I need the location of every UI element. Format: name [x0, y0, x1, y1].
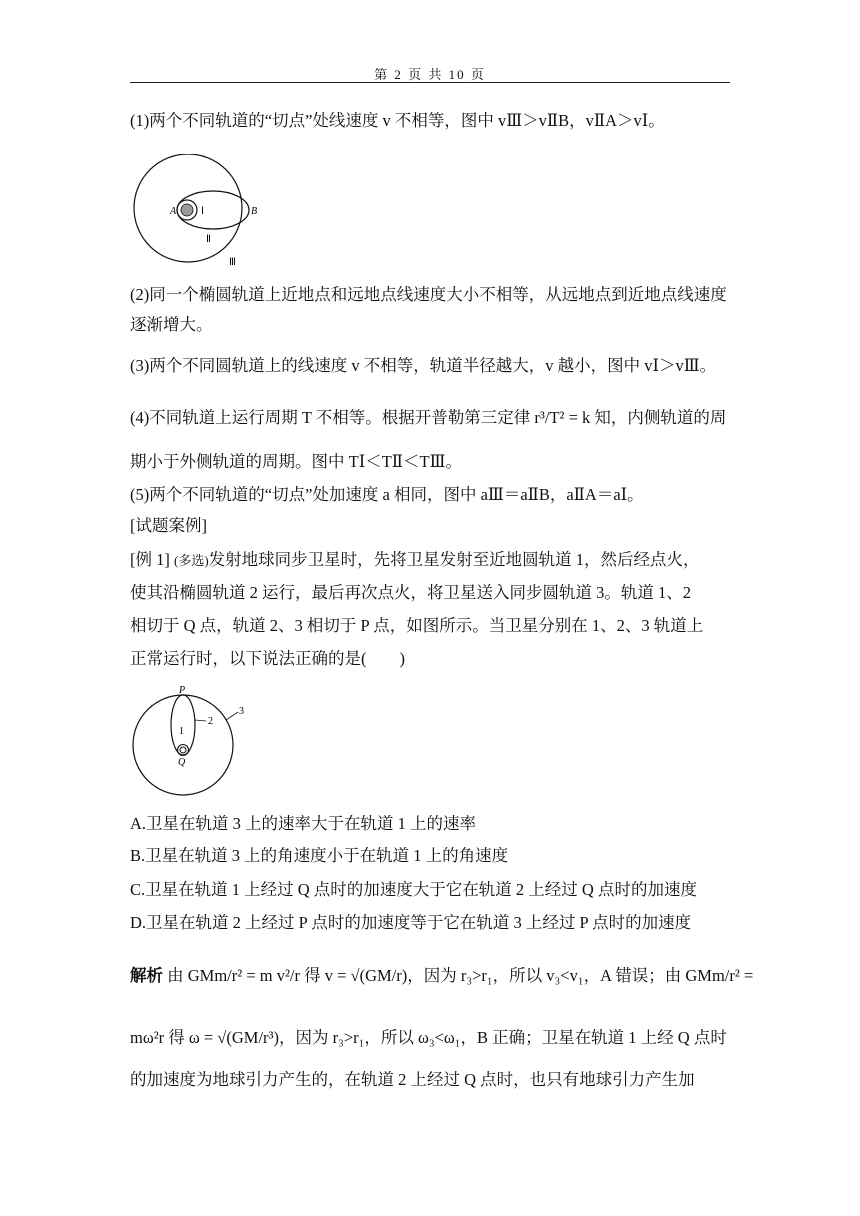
option-c: C.卫星在轨道 1 上经过 Q 点时的加速度大于它在轨道 2 上经过 Q 点时的加速度	[130, 880, 697, 899]
analysis-text-1: 由 GMm/r² = m v²/r 得 v = √(GM/r)，因为 r₃>r₁，所以 v₃<v₁，A 错误；由 GMm/r² =	[167, 966, 754, 985]
orbit-figure-1	[128, 154, 258, 268]
label-A: A	[170, 206, 177, 217]
point-3: (3)两个不同圆轨道上的线速度 v 不相等，轨道半径越大，v 越小，图中 vⅠ＞vⅢ。	[130, 356, 717, 375]
point-2: (2)同一个椭圆轨道上近地点和远地点线速度大小不相等，从远地点到近地点线速度逐渐增大。	[130, 285, 727, 334]
example-qualifier: (多选)	[174, 553, 209, 568]
point-5: (5)两个不同轨道的“切点”处加速度 a 相同，图中 aⅢ＝aⅡB，aⅡA＝aⅠ。	[130, 485, 644, 504]
option-b: B.卫星在轨道 3 上的角速度小于在轨道 1 上的角速度	[130, 846, 509, 865]
analysis-line-2: mω²r 得 ω = √(GM/r³)，因为 r₃>r₁，所以 ω₃<ω₁，B 正确；卫星在轨道 1 上经 Q 点时	[130, 1028, 727, 1047]
analysis-line-3: 的加速度为地球引力产生的，在轨道 2 上经过 Q 点时，也只有地球引力产生加	[130, 1070, 695, 1089]
example-line-2: 使其沿椭圆轨道 2 运行，最后再次点火，将卫星送入同步圆轨道 3。轨道 1、2	[130, 583, 691, 602]
example-text-1: 发射地球同步卫星时，先将卫星发射至近地圆轨道 1，然后经点火，	[208, 550, 700, 569]
label-B: B	[251, 206, 258, 217]
example-line-4: 正常运行时，以下说法正确的是( )	[130, 649, 405, 668]
leader-line-2	[195, 720, 206, 721]
example-line-1	[130, 549, 730, 572]
option-d: D.卫星在轨道 2 上经过 P 点时的加速度等于它在轨道 3 上经过 P 点时的加速度	[130, 913, 692, 932]
orbit-1-circle	[178, 745, 189, 756]
label-P: P	[179, 685, 186, 696]
example-tag: [例 1]	[130, 550, 170, 569]
orbit-figure-2	[128, 682, 258, 800]
option-a: A.卫星在轨道 3 上的速率大于在轨道 1 上的速率	[130, 814, 477, 833]
orbit-2-ellipse	[171, 695, 195, 755]
point-1: (1)两个不同轨道的“切点”处线速度 v 不相等，图中 vⅢ＞vⅡB，vⅡA＞vⅠ。	[130, 111, 665, 130]
page-header: 第 2 页 共 10 页	[374, 67, 486, 82]
label-1: 1	[179, 726, 184, 737]
analysis-line-1	[130, 965, 754, 987]
point-4-line-2: 期小于外侧轨道的周期。图中 TⅠ＜TⅡ＜TⅢ。	[130, 452, 463, 471]
label-I: Ⅰ	[201, 206, 204, 217]
example-line-3: 相切于 Q 点，轨道 2、3 相切于 P 点，如图所示。当卫星分别在 1、2、3 轨道上	[130, 616, 704, 635]
earth-icon	[180, 747, 186, 753]
label-2: 2	[208, 716, 213, 727]
label-II: Ⅱ	[206, 234, 211, 245]
analysis-label: 解析	[130, 966, 163, 985]
earth-icon	[181, 204, 193, 216]
label-Q: Q	[178, 757, 186, 768]
section-title: [试题案例]	[130, 516, 207, 535]
header-divider	[130, 82, 730, 83]
point-4-line-1: (4)不同轨道上运行周期 T 不相等。根据开普勒第三定律 r³/T² = k 知，内侧轨道的周	[130, 408, 727, 427]
label-3: 3	[239, 706, 244, 717]
label-III: Ⅲ	[229, 257, 236, 268]
leader-line-3	[226, 712, 238, 720]
